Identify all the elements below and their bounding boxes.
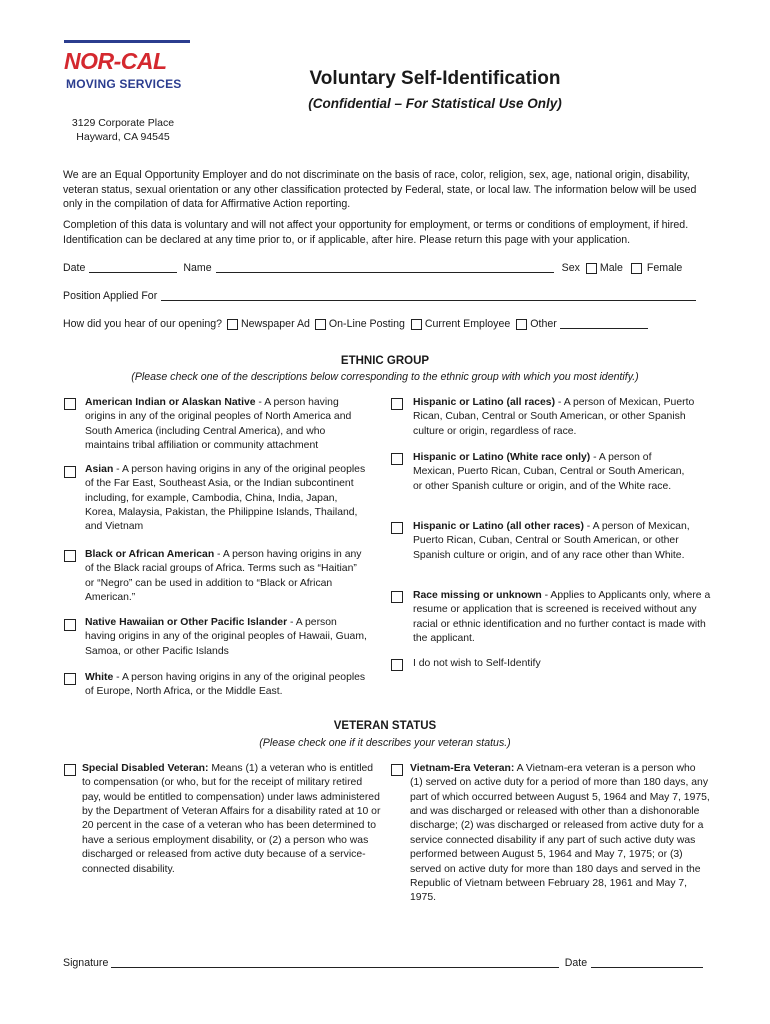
ethnic-term: Asian [85,464,114,475]
sex-label: Sex [561,262,580,274]
female-label: Female [646,262,683,274]
veteran-checkbox-special-disabled[interactable] [64,764,76,776]
logo-wordmark: NOR-CAL [64,48,167,74]
name-label: Name [183,262,212,274]
ethnic-group-instruction: (Please check one of the descriptions below corresponding to the ethnic group with which you most identify.) [131,371,639,383]
ethnic-term: White [85,672,114,683]
ethnic-checkbox-asian[interactable] [64,466,76,478]
name-field[interactable] [216,263,554,273]
ethnic-option-white [85,671,367,700]
other-label: Other [530,318,557,330]
ethnic-option-hispanic-all [413,396,709,439]
ethnic-term: Hispanic or Latino (White race only) [413,452,591,463]
address-line-1: 3129 Corporate Place [71,117,175,129]
ethnic-term: Black or African American [85,549,215,560]
ethnic-checkbox-white[interactable] [64,673,76,685]
female-checkbox[interactable] [631,263,642,274]
ethnic-desc: - A person of Mexican, Puerto Rican, Cuban, Central or South American, or other Spanish culture or origin, regardless of race. [413,397,695,437]
ethnic-checkbox-black[interactable] [64,550,76,562]
ethnic-term: Hispanic or Latino (all other races) [413,521,584,532]
ethnic-desc: - A person of Mexican, Puerto Rican, Cuban, Central or South American, or other Spanish culture or origin, and of any race other than White. [413,521,690,561]
ethnic-term: Native Hawaiian or Other Pacific Islander [85,617,288,628]
ethnic-option-hispanic-white [413,451,695,494]
form-title: Voluntary Self-Identification [309,68,561,89]
ethnic-group-heading: ETHNIC GROUP [340,355,430,367]
veteran-term: Vietnam-Era Veteran: [410,763,515,774]
ethnic-checkbox-pacific-islander[interactable] [64,619,76,631]
other-field[interactable] [560,319,648,329]
ethnic-option-race-unknown [413,589,711,646]
company-address [64,116,182,144]
veteran-status-instruction: (Please check one if it describes your veteran status.) [259,737,511,749]
current-employee-label: Current Employee [424,318,511,330]
signature-date-field[interactable] [591,958,703,968]
male-label: Male [599,262,623,274]
ethnic-option-asian [85,463,367,535]
signature-date-label: Date [564,957,588,969]
logo-tagline: MOVING SERVICES [66,77,182,91]
ethnic-term: American Indian or Alaskan Native [85,397,256,408]
veteran-status-heading: VETERAN STATUS [333,720,437,732]
date-label: Date [63,262,86,274]
veteran-desc: A Vietnam-era veteran is a person who (1) served on active duty for a period of more than 180 days, any part of which occurred between August 5, 1964 and May 7, 1975, and was discharged or released with other than a dishonorable discharge; (2) was discharged or released from active duty for a service connected disability if any part of such active duty was performed between August 5, 1964 and May 7, 1975; or (3) served on active duty for more than 180 days and served in the Republic of Vietnam between February 28, 1961 and May 7, 1975. [410,763,710,904]
ethnic-desc: - A person of Mexican, Puerto Rican, Cuban, Central or South American, or other Spanish culture or origin, and of the White race. [413,452,685,492]
ethnic-term: Hispanic or Latino (all races) [413,397,556,408]
ethnic-desc: - A person having origins in any of the original peoples of North America and South America (including Central America), and who maintains tribal affiliation or community attachment [85,397,352,452]
intro-paragraph-1: We are an Equal Opportunity Employer and do not discriminate on the basis of race, color, religion, sex, age, national origin, disability, veteran status, sexual orientation or any other classification protected by Federal, state, or local law. The information below will be used only in the compilation of data for Affirmative Action reporting. [63,169,697,211]
veteran-option-special-disabled [82,762,382,877]
ethnic-desc: - A person having origins in any of the original peoples of the Far East, Southeast Asia, or the Indian subcontinent including, for example, Cambodia, China, India, Japan, Korea, Malaysia, Pakistan, the Philippine Islands, Thailand, and Vietnam [85,464,366,533]
signature-row [63,956,703,971]
position-label: Position Applied For [63,290,158,302]
ethnic-desc: - Applies to Applicants only, where a resume or application that is screened is received without any racial or ethnic identification and no further contact is made with the applicant. [413,590,711,645]
ethnic-desc: - A person having origins in any of the original peoples of Hawaii, Guam, Samoa, or other Pacific Islands [85,617,367,657]
intro-paragraph-2: Completion of this data is voluntary and will not affect your opportunity for employment, or terms or conditions of employment, if hired. Identification can be declared at any time prior to, or if applicable, after hire. Please return this page with your application. [63,219,689,246]
ethnic-checkbox-decline[interactable] [391,659,403,671]
date-field[interactable] [89,263,177,273]
newspaper-label: Newspaper Ad [241,318,310,330]
ethnic-checkbox-hispanic-all[interactable] [391,398,403,410]
date-name-sex-row [63,261,703,276]
referral-label: How did you hear of our opening? [63,318,223,330]
ethnic-option-hispanic-other [413,520,695,563]
ethnic-desc: - A person having origins in any of the original peoples of Europe, North Africa, or the Middle East. [85,672,366,698]
veteran-option-vietnam-era [410,762,710,906]
signature-field[interactable] [111,958,558,968]
referral-row [63,317,703,332]
online-posting-label: On-Line Posting [328,318,405,330]
ethnic-term: Race missing or unknown [413,590,542,601]
veteran-checkbox-vietnam-era[interactable] [391,764,403,776]
ethnic-option-black [85,548,367,605]
ethnic-desc: I do not wish to Self-Identify [413,658,541,669]
ethnic-checkbox-american-indian[interactable] [64,398,76,410]
veteran-desc: Means (1) a veteran who is entitled to compensation (or who, but for the receipt of military retired pay, would be entitled to compensation) under laws administered by the Department of Veteran Affairs for a disability rated at 10 or 20 percent in the case of a veteran who has been determined to have a serious employment disability, or (2) a person who was discharged or released from active duty because of a service-connected disability. [82,763,381,875]
logo-bar [64,40,190,43]
current-employee-checkbox[interactable] [411,319,422,330]
newspaper-checkbox[interactable] [227,319,238,330]
other-checkbox[interactable] [516,319,527,330]
ethnic-checkbox-hispanic-other[interactable] [391,522,403,534]
ethnic-option-american-indian [85,396,371,453]
signature-label: Signature [63,957,109,969]
ethnic-checkbox-hispanic-white[interactable] [391,453,403,465]
ethnic-desc: - A person having origins in any of the Black racial groups of Africa. Terms such as “Haitian” or “Negro” can be used in addition to “Black or African American.” [85,549,362,604]
position-row [63,289,703,304]
form-subtitle: (Confidential – For Statistical Use Only) [308,96,562,111]
address-line-2: Hayward, CA 94545 [76,131,170,144]
male-checkbox[interactable] [586,263,597,274]
veteran-term: Special Disabled Veteran: [82,763,209,774]
ethnic-checkbox-race-unknown[interactable] [391,591,403,603]
online-posting-checkbox[interactable] [315,319,326,330]
ethnic-option-decline [413,657,695,671]
ethnic-option-pacific-islander [85,616,367,659]
position-field[interactable] [161,291,696,301]
